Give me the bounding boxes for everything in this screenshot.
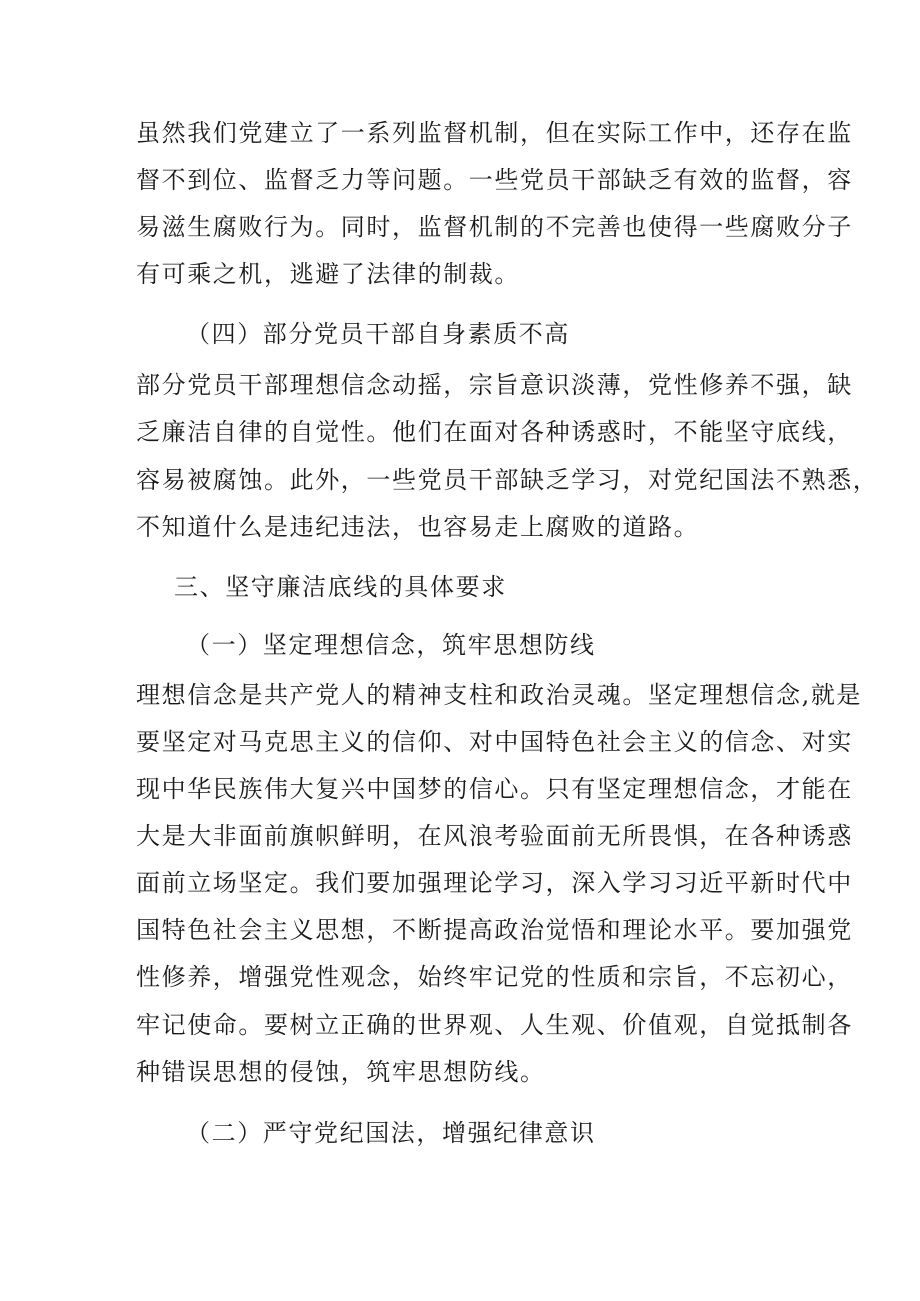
subheading-3-1: （一）坚定理想信念，筑牢思想防线 xyxy=(186,631,596,659)
text-line: 易滋生腐败行为。同时，监督机制的不完善也使得一些腐败分子 xyxy=(136,213,853,241)
text-line: 乏廉洁自律的自觉性。他们在面对各种诱惑时，不能坚守底线， xyxy=(136,418,853,446)
text-line: 督不到位、监督乏力等问题。一些党员干部缺乏有效的监督，容 xyxy=(136,166,853,194)
text-line: 部分党员干部理想信念动摇，宗旨意识淡薄，党性修养不强，缺 xyxy=(136,371,853,399)
text-line: 性修养，增强党性观念，始终牢记党的性质和宗旨，不忘初心， xyxy=(136,963,853,991)
text-line: 种错误思想的侵蚀，筑牢思想防线。 xyxy=(136,1058,546,1086)
text-line: 国特色社会主义思想，不断提高政治觉悟和理论水平。要加强党 xyxy=(136,916,853,944)
subheading-4: （四）部分党员干部自身素质不高 xyxy=(186,320,570,348)
text-line: 容易被腐蚀。此外，一些党员干部缺乏学习，对党纪国法不熟悉， xyxy=(136,466,879,494)
section-heading-3: 三、坚守廉洁底线的具体要求 xyxy=(174,573,507,601)
text-line: 理想信念是共产党人的精神支柱和政治灵魂。坚定理想信念,就是 xyxy=(136,681,863,709)
subheading-3-2: （二）严守党纪国法，增强纪律意识 xyxy=(186,1119,596,1147)
text-line: 面前立场坚定。我们要加强理论学习，深入学习习近平新时代中 xyxy=(136,869,853,897)
text-line: 大是大非面前旗帜鲜明，在风浪考验面前无所畏惧，在各种诱惑 xyxy=(136,822,853,850)
text-line: 不知道什么是违纪违法，也容易走上腐败的道路。 xyxy=(136,513,700,541)
text-line: 虽然我们党建立了一系列监督机制，但在实际工作中，还存在监 xyxy=(136,119,853,147)
text-line: 牢记使命。要树立正确的世界观、人生观、价值观，自觉抵制各 xyxy=(136,1011,853,1039)
text-line: 有可乘之机，逃避了法律的制裁。 xyxy=(136,260,520,288)
text-line: 现中华民族伟大复兴中国梦的信心。只有坚定理想信念，才能在 xyxy=(136,775,853,803)
text-line: 要坚定对马克思主义的信仰、对中国特色社会主义的信念、对实 xyxy=(136,728,853,756)
